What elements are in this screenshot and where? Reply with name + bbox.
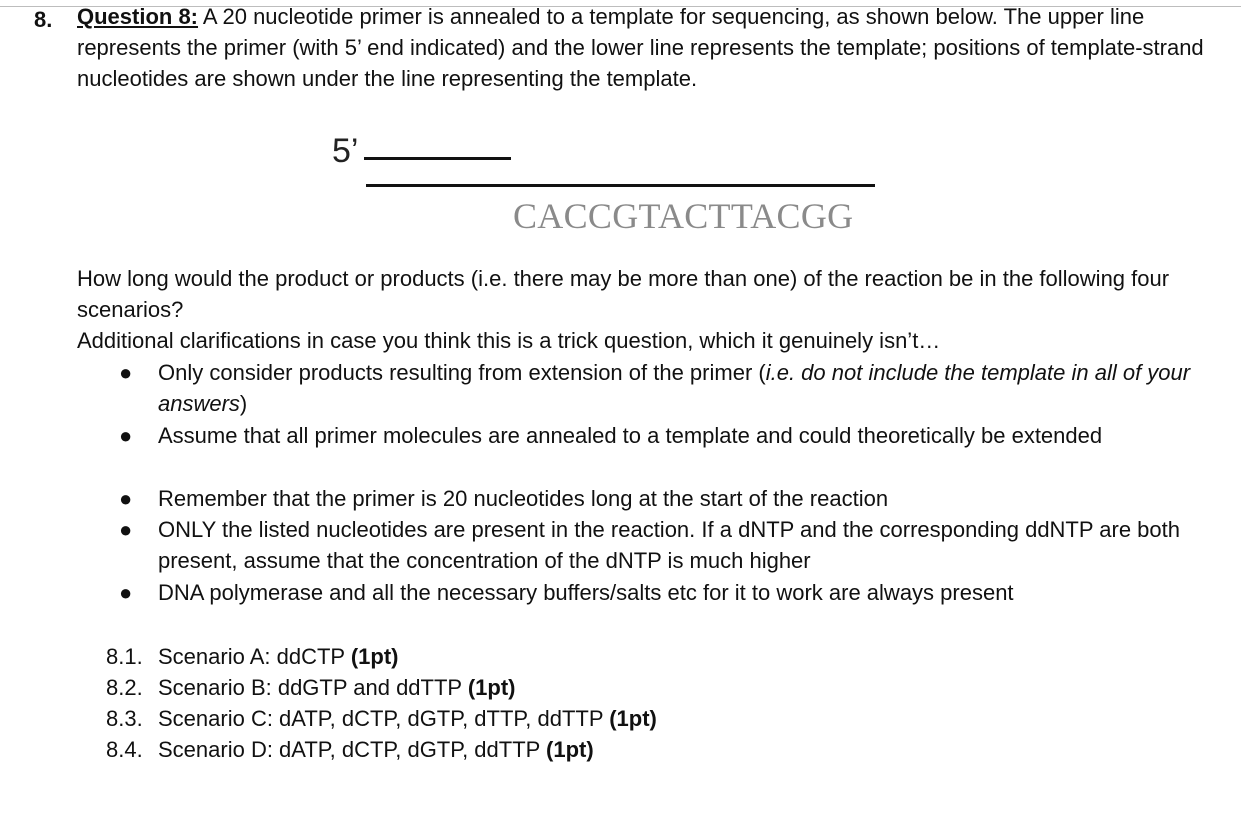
question-body: [77, 263, 1217, 357]
scenario-points: (1pt): [350, 644, 399, 669]
scenario-points: (1pt): [609, 706, 657, 731]
list-item-emphasis: i.e. do not include the template in all of your answers: [158, 360, 1191, 417]
scenario-number: 8.1.: [106, 644, 143, 669]
list-item: DNA polymerase and all the necessary buffers/salts etc for it to work are always present: [158, 580, 1014, 605]
scenario-points: (1pt): [467, 675, 516, 700]
scenario-item: [106, 703, 657, 734]
scenario-number: 8.2.: [106, 675, 143, 700]
scenario-item: [106, 734, 594, 765]
question-prompt: How long would the product or products (i.e. there may be more than one) of the reaction be in the following four scenarios?: [77, 266, 1170, 323]
list-item: ONLY the listed nucleotides are present in the reaction. If a dNTP and the corresponding ddNTP are both present, assume that the concentration of the dNTP is much higher: [158, 517, 1180, 574]
bullet-marker: ●: [119, 517, 133, 542]
list-item: Assume that all primer molecules are annealed to a template and could theoretically be extended: [158, 423, 1103, 448]
template-sequence: CACCGTACTTACGG: [513, 196, 854, 236]
bullet-marker: ●: [119, 360, 133, 385]
list-item-text-end: ): [239, 391, 248, 417]
scenario-points: (1pt): [546, 737, 594, 762]
list-item: [158, 357, 1218, 419]
question-title: Question 8:: [77, 4, 199, 29]
bullet-marker: ●: [119, 486, 133, 511]
scenario-text: Scenario A: ddCTP: [158, 644, 351, 669]
bullet-marker: ●: [119, 423, 133, 448]
list-item-text: Only consider products resulting from extension of the primer (: [158, 360, 766, 385]
scenario-text: Scenario C: dATP, dCTP, dGTP, dTTP, ddTTP: [158, 706, 610, 731]
bullet-marker: ●: [119, 580, 133, 605]
scenario-number: 8.4.: [106, 737, 143, 762]
scenario-item: [106, 641, 398, 672]
scenario-item: [106, 672, 515, 703]
scenario-text: Scenario B: ddGTP and ddTTP: [158, 675, 468, 700]
question-number: 8.: [34, 7, 53, 32]
scenario-number: 8.3.: [106, 706, 143, 731]
scenario-text: Scenario D: dATP, dCTP, dGTP, ddTTP: [158, 737, 547, 762]
list-item: Remember that the primer is 20 nucleotides long at the start of the reaction: [158, 486, 889, 511]
primer-line: [364, 157, 511, 160]
clarification-intro: Additional clarifications in case you think this is a trick question, which it genuinely isn’t…: [77, 328, 941, 354]
question-intro-text: A 20 nucleotide primer is annealed to a template for sequencing, as shown below. The upper line represents the primer (with 5’ end indicated) and the lower line represents the template; positions of template-strand nucleotides are shown under the line representing the template.: [77, 4, 1204, 92]
primer-5-prime-label: 5’: [332, 132, 359, 170]
template-line: [366, 184, 875, 187]
